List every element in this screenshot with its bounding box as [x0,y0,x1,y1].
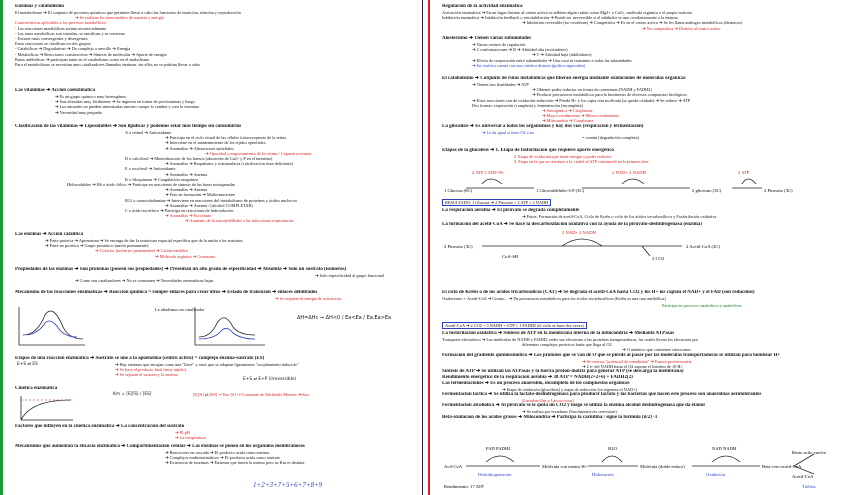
resultado-box: Acetil-CoA ➔ 2 CO2 + 3 NADH + GTP + 1 FADH2 (el ciclo se hace dos veces) [442,322,587,329]
text-line: ➔ Se requiere la energía de activación [275,296,341,301]
step-tiolisis: Tiólisis [802,484,816,489]
text-line: ➔ No competitiva ➔ Distinto al centro activo [642,25,721,31]
catalizador-label: Le añadimos un catalizador [155,307,205,312]
text-line: ➔ Inhibición reversible (no covalente) ➔ Competitiva ➔ Es en el centro activo ➔ Se les llama análogos metabólicos (fármacos) [522,20,743,26]
text-line: (Lactobacillus y Lactococcus) [522,398,574,404]
propiedades-section [15,267,415,283]
beta-oxidacion-diagram [442,446,842,494]
eq-ep: E+S ⇄ E+P (irreversible) [243,377,297,382]
section-heading: Etapas de la glucólisis ➔ 1. Etapa de fosforilación que requiere aporte energético [442,148,614,153]
text-line: ➔ Estas reacciones son de oxidación-reducción ➔ Pierde H+ y los capta otra molécula (se queda oxidada) ➔ Se reduce ➔ ATP [472,97,691,103]
text-line: - Las rutas metabólicas son variadas, se ramifican y se conectan [15,30,125,36]
text-line: ➔ Mitocondria ➔ Citoplasma [542,118,594,124]
michaelis-curve-sketch [17,394,77,422]
text-line: Rutas anfibólicas ➔ participan tanto en el catabolismo como en el anabolismo [15,56,150,62]
atp-adp-label: 2 ATP 2 ADP+Pi [472,170,504,175]
text-line: Beta-oxidación de los ácidos grasos ➔ Mitocondria ➔ Participa la carnitina / sigue la fórmula (n/2) -1 [442,414,658,420]
gliceraldehido-label: 1 Gliceraldehído-3-P (3C) [536,188,585,193]
text-line: ➔ Los animales no pueden sintetizarlas nuestro cuerpo lo cambia y crea la vitamina [55,104,200,110]
text-line: ➔ Molécula orgánica ➔ Coenzima [155,253,215,259]
text-line: ➔ Pasos: Formación de acetil-CoA, Ciclo de Krebs o ciclo de los ácidos tricarboxílicos y Fosforilación oxidativa [522,214,717,219]
text-line: A o retinol ➔ Antioxidante [125,130,172,135]
text-line: ➔ Participa en el ciclo visual de las células fotorreceptoras de la retina [165,135,287,141]
vitaminas-section [15,88,415,115]
acetil-coa-label: 2 Acetil-CoA (2C) [686,244,720,249]
text-line: ➔ Interviene en el mantenimiento de los tejidos epiteliales [165,140,266,146]
text-line: ➔ Varios centros de regulación [472,42,526,47]
text-line: Fermentación alcohólica ➔ Al piruvato se le quita un CO2 y luego se utiliza la enzima alcohol deshidrogenasa que da etanol [442,403,705,409]
section-heading: Las enzimas ➔ Acción catalítica [15,232,84,237]
text-line: ➔ La temperatura [175,435,206,441]
page-divider [422,0,423,495]
text-line: - Las reacciones metabólicas actúan secuencialmente [15,25,107,31]
section-heading: Cinética enzimática [15,386,58,391]
fad-label: FAD FADH2 [486,446,511,451]
left-page [0,0,419,495]
respiracion-section [442,208,842,228]
resultado-glucolisis [442,199,842,206]
text-line: ➔ Mayor rendimiento ➔ Menor rendimiento [542,113,620,119]
step-hidratacion: Hidratación [592,472,614,477]
section-heading: Factores que influyen en la cinética enzimática ➔ La concentración del sustrato [15,424,185,429]
beta-ceto-label: Beta-ceto-acetil-CoA [762,464,802,469]
text-line: C o ácido ascórbico ➔ Participa en reacciones de hidroxilación [125,208,234,214]
text-line: Estas reacciones se clasifican en dos grupos: [15,41,92,47]
text-line: ➔ Complejos multienzimáticos ➔ El producto actúa como sustrato [165,455,281,461]
text-line: - Catabólicas ➔ Degradativas ➔ De complejo a sencillo ➔ Energía [15,46,131,52]
eficacia-section [15,444,415,466]
clasificacion-section [15,124,415,224]
text-line: = común (degradación completa) [582,135,639,141]
acil-coa-label: Acil-CoA [444,464,463,469]
text-line: ➔ Anomalías ➔ Raquitismo y osteomalacia (calcificación ósea deficiente) [165,161,293,167]
krebs-resultado [442,322,842,329]
molecula-doble-enlace-label: Molécula (doble enlace) [640,464,685,469]
intro-section [15,4,415,67]
glucolisis-diagram [442,166,842,200]
text-line: Fermentación láctica ➔ Se utiliza la lactato-deshidrogenasa para producir lactato y las bacterias que hacen este proceso son anaerobias aerotolerantes [442,392,762,398]
km-line: [E][S] ⇌ [ES] ⇒ Km [S] ⇒ Constante de Michaelis-Menten ➔ Km [193,392,309,397]
text-line: D o calciferol ➔ Mineralización de los huesos (absorción de Ca2+ y P en el intestino) [125,156,273,162]
text-line: ➔ Opacidad y engrosamiento de la córnea / Ceguera nocturna [205,150,312,156]
glicerato-label: 2 glicerato (3C) [692,188,722,193]
text-line: Síntesis de ATP ➔ Se utilizan las ATPasas y la fuerza protón-motriz para generar ATP (se descarga la membrana) [442,369,684,375]
text-line: ➔ Hay enzimas que encajan como una "llave" y otras que se adaptan ligeramente "acoplamiento inducido" [115,362,299,367]
nad-label: 2 NAD+ 2 NADH [562,230,596,235]
step-oxidacion: Oxidación [706,472,726,477]
text-line: ➔ El pH [175,430,190,435]
km-formula: Km = [E][S] / [ES] [113,392,152,397]
eq-es: E+S ⇄ ES [17,362,38,367]
piruvato-label: 2 Piruvato (3C) [444,244,473,249]
fosforilacion-section [442,331,842,421]
text-line: Formación del gradiente quimiosmótico ➔ Los protones que se van de O que se pierde al pasar por las moléculas transportadoras se utilizan para bombear H+ [442,352,781,358]
text-line: ➔ Anomalías ➔ Escorbuto [165,213,212,219]
text-line: ➔ Cofactor (unión no permanente) ➔ Catión metálico [95,248,188,254]
text-line: ➔ Solo especificidad al grupo funcional [315,273,384,278]
section-heading: Clasificación de las vitaminas ➔ Liposolubles ➔ Son lipídicas y podemos estar más tiempo sin consumirlas [15,124,242,129]
text-line: ➔ Existencia de isozimas ➔ Enzimas que hacen lo mismo pero su Km es distinta [165,460,305,466]
text-line: Activación enzimática ➔ En un lugar distinto al centro activo se adhiere algún catión como Mg2+ o Ca2+, molécula orgánica o el propio sustrato [442,10,693,15]
text-line: ➔ Le da igual si tiene O2 o no [482,130,535,135]
acetil-diagram [442,228,842,262]
text-line: ➔ O aniónico que contienen citocromos [622,347,691,353]
text-line: ➔ Se crea un "potencial de membrana" ➔ Fuerza protón-motriz [582,358,692,364]
section-heading: Regulación de la actividad enzimática [442,4,523,9]
text-line: Para el metabolismo se necesitan unos catalizadores llamados enzimas, sin ellos no se podrían llevar a cabo [15,62,200,68]
text-line: Oxalacetato + Acetil-CoA ➔ Citrato... ➔ Da precursores metabólicos para los ácidos tricarboxílicos (Krebs es una ruta anfibólica) [442,296,666,301]
molecula-menos-h-label: Molécula con menos H+ [542,464,588,469]
glucolisis-section [442,124,842,140]
step-deshidrogenacion: Deshidrogenación [478,472,512,477]
resto-acilo-label: Resto acilo vuelve [792,450,826,455]
text-line: ➔ Producir precursores metabólicos para la biosíntesis de diversos compuestos biológicos [532,92,687,98]
text-line: ➔ T ➔ Afinidad baja (inhibidores) [532,52,592,58]
text-line: - Existen rutas convergentes y divergentes [15,36,88,42]
text-line: ➔ 2 e- del NADH hasta el O2 supone el bombeo de 10 H+ [582,363,683,369]
delta-h-formula: ΔH=ΔHc ⇒ ΔH<0 / Ea<Ea / Ea:Ea>Ea [297,315,392,321]
section-heading: Propiedades de las enzimas ➔ Son proteínas (poseen sus propiedades) ➔ Presentan un alto grado de especificidad ➔ Absoluta ➔ Solo un sustrato (isómeros) [15,267,347,272]
text-line: ➔ Se realiza por levaduras (Saccharomyces cerevisiae) [522,409,617,415]
text-line: ➔ Parte proteica ➔ Apoenzima ➔ Se encarga de dar la estructura espacial específica que da la unión a los sustratos [45,238,243,243]
energy-diagram-sketch [15,305,415,355]
h2o-label: H2O [608,446,617,451]
text-line: Transporte electrónico ➔ Las moléculas de NADH y FADH2 cedes sus electrones a las proteínas transportadoras, las cuales llevan los electrones por [442,337,699,342]
section-heading: Las vitaminas ➔ Acción coenzimática [15,88,96,93]
text-line: ➔ Necesidad muy pequeña [55,109,102,115]
factores-section [15,424,415,440]
nad-nadh-label: NAD NADH [712,446,737,451]
text-line: Dos formas: respiración (completa) y fermentación (incompleta) [472,102,583,108]
nad-nadh-label: 2 NAD+ 2 NADH [612,170,646,175]
section-heading: La formación del acetil-CoA ➔ Se hace la descarboxilación oxidativa con la ayuda de la piruvato-deshidrogenasa (enzima) [442,222,702,228]
handwriting-numbers: 1+2+3+7+5+6+7+8+9 [253,481,323,489]
coash-label: CoA-SH [502,254,519,259]
text-line: Las fermentaciones ➔ Es un proceso anaerobio, incompleto de los compuestos orgánicos [442,381,630,387]
text-line: ➔ Anomalías ➔ Anemia [165,187,208,193]
text-line: ➔ Sinorgánica ➔ Citoplasma [542,108,593,114]
text-line: ➔ Se separan el sustrato y la enzima [115,372,178,378]
text-line: ➔ Como son catalizadores ➔ No se consumen ➔ Necesidades enzimáticas bajas [75,278,214,284]
section-heading: Alosterismo ➔ Tienen varias subunidades [442,36,532,41]
text-line: ➔ Son alteradas muy fácilmente ➔ Se ingieren en forma de provitaminas y luego [55,99,195,105]
alosterismo-section [442,36,842,68]
atp-label: 2 ATP [738,170,750,175]
krebs-section [442,290,842,308]
text-line: ➔ 2 conformaciones ➔ R ➔ Afinidad alta (activadores) [472,47,568,53]
right-page [428,0,846,495]
text-line: ➔ Obtener poder reductor en forma de coenzimas (NADH y FADH2) [532,87,652,93]
glucosa-label: 1 Glucosa (6C) [444,188,473,193]
section-heading: La fosforilación oxidativa ➔ Síntesis de ATP en la membrana interna de la mitocondria ➔ Mediante ATPasas [442,331,675,336]
section-heading: El ciclo de Krebs o de los ácidos tricarboxílicos (CAT) ➔ Se degrada el acetil-CoA hasta CO2 y los H+ los captan el NAD+ y el FAD (son reducidos) [442,290,755,295]
text-line: ➔ Anomalías ➔ Anemia [165,171,208,177]
acetil-coa-label: Acetil-CoA [792,474,814,479]
text-line: 3. Etapa en la que se restituye a la vitalid al ATP consumido en la primera fase [514,159,649,165]
etapas-glucolisis-section [442,148,842,164]
text-line: ➔ Es un grupo químico muy heterogéneo [55,94,127,99]
text-line: ➔ Aumento de la susceptibilidad a las infecciones respiratorias [185,218,294,224]
text-line: ➔ Se hace el producto final (muy rápido) [115,367,187,373]
resultado-box: RESULTADO: 1 Glucosa ➔ 2 Piruvato + 2 ATP + 2 NADH [442,199,551,206]
text-line: - Metabólicas ➔ Reacciones constructivas ➔ Síntesis de moléculas ➔ Aporte de energía [15,51,167,57]
text-line: ➔ Anomalías ➔ Alteraciones epiteliales [165,145,234,151]
text-line: Rendimiento energético de la respiración aerobia ➔ 38 ATP = NADH(2+2+6) + FADH2(2) [442,375,633,381]
co2-label: 2 CO2 [652,256,665,261]
text-line: ➔ Reacciones en cascada ➔ El producto actúa como enzima [165,450,269,455]
text-line: ➔ Efecto de cooperación entre subunidades ➔ Una cosa se transmite a todas las subunidades [472,57,632,63]
piruvato-label: 2 Piruvato (3C) [764,188,793,193]
text-line: E o tocoferol ➔ Antioxidante [125,166,176,172]
catabolismo-section [442,76,842,124]
enzimas-section [15,232,415,259]
text-line: diferentes complejos proteicos hasta que llega al O2 [522,342,612,348]
text-line: ➔ Se realizan los intercambios de materia y energía [75,15,164,21]
section-heading: Mecanismos que aumentan la eficacia enzimática ➔ Compartimentación celular ➔ Las enzimas se ponen en los orgánulos membranosos [15,444,305,449]
text-line: ➔ Etapa de oxidación (glucólisis) y etapa de reducción (se regenera el NAD+) [502,387,637,393]
text-line: Hidrosolubles ➔ B6 o ácido fólico ➔ Participa en reacciones de síntesis de las bases nitrogenadas [67,182,236,188]
section-heading: La glucólisis ➔ Es universal a todos los organismos y hay dos vías (respiración y fermentación) [442,124,644,129]
text-line: ➔ Tienen tres finalidades ➔ ATP [472,82,529,87]
text-line: ➔ Parte no proteica ➔ Grupo prostético (unión permanente) [45,243,149,249]
section-heading: Etapas de una reacción enzimática ➔ Sustrato se une a la apoenzima (centro activo) = complejo enzima-sustrato (ES) [15,356,265,361]
text-line: ➔ Feto en formación ➔ Malformaciones [165,192,236,198]
text-line: ➔ Anomalías ➔ Anemia / (alcohol COMPLETAR) [165,202,253,208]
text-line: El metabolismo ➔ El conjunto de procesos químicos que permiten llevar a cabo las funciones de nutrición, relación y reproducción [15,10,241,15]
text-line: Características aplicables a los procesos metabólicos: [15,20,107,26]
text-line: ➔ Su cinética cuenta con una cinética distinta (gráfica sigmoidea) [472,62,586,68]
mecanismo-section [15,290,415,301]
regulacion-section [442,4,842,31]
text-line: Inhibición enzimática ➔ Inhibición feedback o retroinhibición ➔ Puede ser irreversible si el inhibidor se une covalentemente a la enzima [442,15,678,21]
intro-title: Enzimas y catabolismo [15,4,64,9]
section-heading: Mecanismo de las reacciones enzimáticas ➔ Reacción química = romper enlaces para crear otros ➔ Estado de transición ➔ enlaces debilitados [15,290,318,295]
rendimiento-label: Rendimiento: 17 ATP [444,484,484,489]
text-line: B12 o cianocobalamina ➔ Interviene en reacciones del metabolismo de proteínas y ácidos nucleicos [125,197,298,203]
section-heading: El catabolismo ➔ Conjunto de rutas metabólicas que liberan energía mediante oxidaciones de moléculas orgánicas [442,76,686,81]
text-line: Participa en procesos catabólicos y anabólicos [662,303,742,309]
text-line: 2. Etapa de oxidación que rinde energía y poder reductor [514,154,612,159]
text-line: K o filoquinona ➔ Coagulación sanguínea [125,176,198,182]
section-heading: La respiración aerobia ➔ El piruvato se degrada completamente [442,208,580,213]
